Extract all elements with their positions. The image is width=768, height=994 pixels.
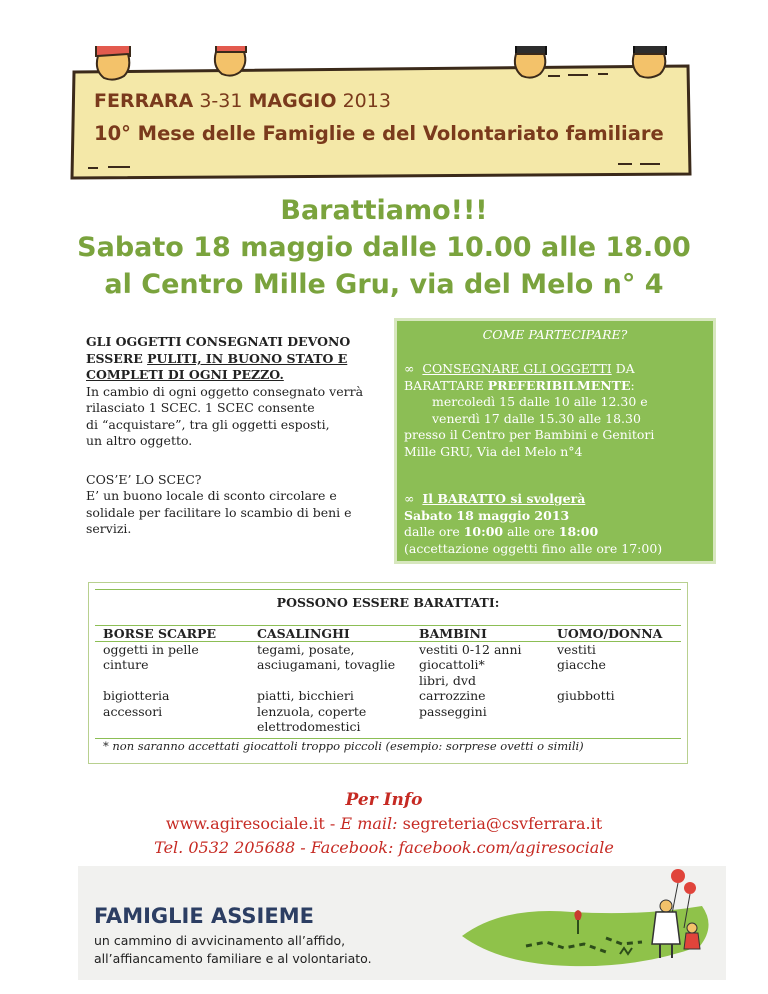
footer-band [78, 866, 726, 980]
footer-tagline-1: un cammino di avvicinamento all’affido, [94, 933, 346, 948]
delivery-friday: venerdì 17 dalle 15.30 alle 18.30 [432, 410, 641, 426]
barter-heading-text: Il BARATTO si svolgerà [422, 491, 586, 506]
barter-acceptance: (accettazione oggetti fino alle ore 17:00) [404, 540, 663, 556]
list-item: tegami, posate, [257, 641, 355, 657]
email-link[interactable]: segreteria@csvferrara.it [397, 814, 603, 833]
rules-body-3: di “acquistare”, tra gli oggetti esposti, [86, 416, 330, 432]
rules-body-4: un altro oggetto. [86, 433, 193, 448]
infinity-bullet-icon: ∞ [404, 361, 415, 376]
email-label: E mail: [340, 814, 398, 833]
info-title: Per Info [345, 790, 423, 810]
list-item: carrozzine [419, 688, 486, 703]
list-item [257, 673, 395, 689]
barter-hours-start: 10:00 [463, 524, 504, 539]
list-item [557, 673, 662, 689]
headline-date: Sabato 18 maggio dalle 10.00 alle 18.00 [77, 232, 691, 263]
column-header: UOMO/DONNA [557, 626, 663, 641]
list-item: elettrodomestici [257, 719, 361, 734]
delivery-heading-rest: DA [611, 361, 635, 376]
scec-body-1: E’ un buono locale di sconto circolare e [86, 488, 337, 503]
list-item: bigiotteria [103, 688, 170, 703]
column-man-woman [557, 626, 662, 704]
banner-city: FERRARA [94, 90, 194, 112]
how-to-participate-box [394, 318, 716, 564]
footer-tagline-2: all’affiancamento familiare e al volontariato. [94, 951, 372, 966]
list-item: libri, dvd [419, 672, 476, 688]
banner-year: 2013 [342, 90, 391, 112]
family-meadow-illustration [456, 866, 726, 980]
barter-hours-c: alle ore [503, 524, 559, 539]
scec-body-2: solidale per facilitare lo scambio di beni e [86, 504, 352, 520]
column-household [257, 626, 395, 735]
delivery-place-1: presso il Centro per Bambini e Genitori [404, 427, 655, 442]
list-item: asciugamani, tovaglie [257, 657, 396, 672]
barter-heading [404, 491, 710, 508]
column-header: BORSE SCARPE [103, 626, 216, 641]
delivery-heading-underlined: CONSEGNARE GLI OGGETTI [422, 361, 612, 376]
barter-hours-a: dalle ore [404, 524, 464, 539]
list-item: oggetti in pelle [103, 641, 199, 657]
column-children [419, 626, 522, 719]
how-to-title: COME PARTECIPARE? [482, 327, 628, 342]
headline-location: al Centro Mille Gru, via del Melo n° 4 [104, 269, 664, 300]
list-item: accessori [103, 703, 163, 719]
headline-title: Barattiamo!!! [280, 195, 488, 226]
wooden-sign-illustration [68, 46, 696, 182]
delivery-heading [404, 361, 710, 378]
scec-body-3: servizi. [86, 521, 132, 536]
delivery-wednesday: mercoledì 15 dalle 10 alle 12.30 e [432, 394, 648, 409]
barter-section [404, 491, 710, 557]
rules-body-2: rilasciato 1 SCEC. 1 SCEC consente [86, 400, 315, 415]
banner-dates [94, 90, 391, 112]
delivery-line-2b: PREFERIBILMENTE [487, 377, 631, 393]
footer-tagline [94, 932, 454, 968]
footer-brand: FAMIGLIE ASSIEME [94, 904, 314, 928]
website-link[interactable]: www.agiresociale.it - [165, 814, 341, 833]
items-table [88, 582, 688, 764]
list-item: giocattoli* [419, 657, 485, 672]
banner-days: 3-31 [199, 90, 243, 112]
scec-question: COS’E’ LO SCEC? [86, 471, 202, 487]
list-item: vestiti [557, 641, 596, 657]
banner-month: MAGGIO [248, 90, 337, 112]
rules-caps-2u: PULITI, IN BUONO STATO E [147, 350, 348, 366]
rules-column [86, 334, 386, 538]
delivery-section [404, 361, 710, 460]
infinity-bullet-icon: ∞ [404, 491, 415, 506]
barter-date: Sabato 18 maggio 2013 [404, 507, 570, 523]
list-item [103, 673, 216, 689]
list-item: giubbotti [557, 688, 615, 703]
info-section [0, 788, 768, 860]
table-top-rule [95, 589, 681, 590]
delivery-line-2 [404, 378, 710, 395]
rules-caps-2 [86, 351, 386, 368]
event-banner [68, 46, 696, 182]
list-item: vestiti 0-12 anni [419, 641, 522, 657]
rules-caps-3: COMPLETI DI OGNI PEZZO. [86, 367, 284, 382]
list-item: lenzuola, coperte [257, 703, 367, 719]
rules-body-1: In cambio di ogni oggetto consegnato verrà [86, 383, 364, 399]
column-header: CASALINGHI [257, 626, 350, 641]
list-item: giacche [557, 657, 606, 672]
barter-hours-end: 18:00 [558, 524, 599, 539]
info-web-email [0, 812, 768, 836]
barter-hours [404, 524, 710, 541]
toy-note: * non saranno accettati giocattoli troppo piccoli (esempio: sorprese ovetti o simili) [103, 739, 584, 753]
list-item: passeggini [419, 703, 487, 719]
delivery-line-2a: BARATTARE [404, 377, 488, 393]
column-bags-shoes [103, 626, 216, 719]
delivery-line-2c: : [630, 377, 635, 393]
delivery-place-2: Mille GRU, Via del Melo n°4 [404, 443, 583, 459]
phone-facebook-text: Tel. 0532 205688 - Facebook: facebook.com/agiresociale [154, 838, 614, 857]
rules-caps-1: GLI OGGETTI CONSEGNATI DEVONO [86, 334, 351, 349]
banner-subtitle: 10° Mese delle Famiglie e del Volontariato familiare [94, 122, 664, 145]
info-phone-facebook [0, 836, 768, 860]
items-table-title: POSSONO ESSERE BARATTATI: [276, 595, 500, 610]
rules-caps-2a: ESSERE [86, 350, 148, 366]
column-header: BAMBINI [419, 626, 487, 641]
list-item: piatti, bicchieri [257, 688, 354, 703]
list-item: cinture [103, 657, 149, 672]
headline [0, 192, 768, 303]
